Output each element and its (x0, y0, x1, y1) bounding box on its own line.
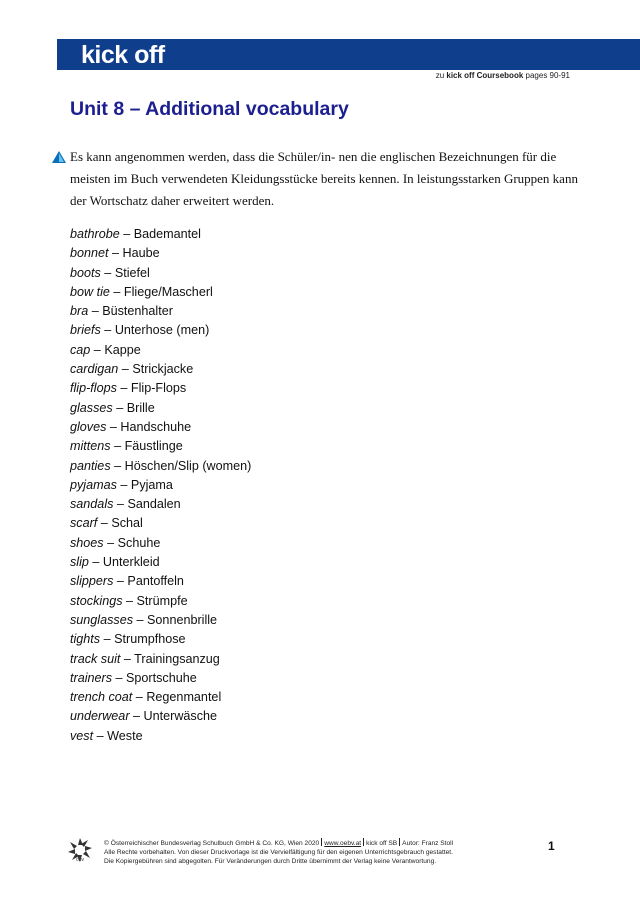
footer-copyright: © Österreichischer Bundesverlag Schulbuch GmbH & Co. KG, Wien 2020 (104, 840, 320, 847)
vocab-english: gloves (70, 419, 107, 434)
vocab-english: tights (70, 632, 101, 647)
vocab-item: cardigan – Strickjacke (70, 362, 194, 377)
vocab-german: Regenmantel (146, 690, 222, 705)
page-title: Unit 8 – Additional vocabulary (70, 98, 349, 120)
vocab-english: mittens (70, 439, 111, 454)
vocab-english: sunglasses (70, 612, 134, 627)
triangle-icon (52, 151, 66, 163)
vocab-english: slip (70, 555, 89, 570)
vocab-item: sunglasses – Sonnenbrille (70, 612, 218, 627)
vocab-german: Strickjacke (132, 362, 194, 377)
vocab-item: trench coat – Regenmantel (70, 690, 222, 705)
vocab-item: track suit – Trainingsanzug (70, 651, 220, 666)
footer-line-1 (104, 838, 524, 848)
separator (321, 838, 322, 846)
vocab-english: trainers (70, 670, 112, 685)
vocab-item: boots – Stiefel (70, 265, 150, 280)
vocab-german: Höschen/Slip (women) (124, 458, 252, 473)
vocab-german: Strümpfe (136, 593, 188, 608)
vocab-english: slippers (70, 574, 114, 589)
vocab-item: briefs – Unterhose (men) (70, 323, 210, 338)
intro-paragraph: Es kann angenommen werden, dass die Schüler/in- nen die englischen Bezeichnungen für die meisten im Buch verwendeten Kleidungsstücke bereits kennen. In leistungsstarken Gruppen kann der Wortschatz daher erweitert werden. (70, 149, 578, 208)
coursebook-reference (436, 71, 570, 80)
vocab-item: panties – Höschen/Slip (women) (70, 458, 252, 473)
vocab-item: shoes – Schuhe (70, 535, 161, 550)
vocab-english: briefs (70, 323, 101, 338)
vocab-english: shoes (70, 535, 104, 550)
vocab-item: flip-flops – Flip-Flops (70, 381, 187, 396)
vocab-english: cap (70, 342, 91, 357)
footer-line-2: Alle Rechte vorbehalten. Von dieser Druckvorlage ist die Vervielfältigung für den eigenen Unterrichtsgebrauch gestattet. (104, 849, 453, 856)
vocab-english: panties (70, 458, 111, 473)
vocab-english: stockings (70, 593, 123, 608)
vocab-english: flip-flops (70, 381, 117, 396)
kick-off-logo: kick off (81, 41, 165, 69)
vocab-german: Stiefel (114, 265, 150, 280)
separator (363, 838, 364, 846)
vocab-german: Bademantel (133, 227, 201, 241)
footer-line-3: Die Kopiergebühren sind abgegolten. Für Veränderungen durch Dritte übernimmt der Verlag keine Verantwortung. (104, 858, 437, 865)
vocab-english: glasses (70, 400, 113, 415)
vocab-item: gloves – Handschuhe (70, 419, 192, 434)
vocab-english: boots (70, 265, 101, 280)
vocab-item: trainers – Sportschuhe (70, 670, 197, 685)
svg-text:öbv: öbv (75, 857, 85, 862)
vocab-german: Strumpfhose (114, 632, 186, 647)
vocab-german: Schal (111, 516, 143, 531)
vocab-english: underwear (70, 709, 130, 724)
vocab-german: Flip-Flops (130, 381, 187, 396)
vocab-english: trench coat (70, 690, 133, 705)
vocab-german: Unterkleid (102, 555, 160, 570)
vocab-english: sandals (70, 497, 114, 512)
ref-book: kick off Coursebook (446, 71, 524, 80)
vocab-english: bathrobe (70, 227, 120, 241)
ref-pages: pages 90-91 (525, 71, 570, 80)
vocab-german: Fäustlinge (124, 439, 183, 454)
vocab-item: sandals – Sandalen (70, 497, 181, 512)
vocab-item: tights – Strumpfhose (70, 632, 186, 647)
vocab-german: Büstenhalter (102, 304, 173, 319)
footer-legal (104, 838, 524, 866)
vocabulary-list (70, 225, 251, 746)
oebv-logo-icon (68, 838, 92, 862)
footer-author: Autor: Franz Stoll (402, 840, 454, 847)
vocab-english: pyjamas (70, 477, 117, 492)
vocab-item: bra – Büstenhalter (70, 304, 173, 319)
vocab-german: Brille (126, 400, 155, 415)
vocab-german: Pantoffeln (127, 574, 184, 589)
vocab-german: Kappe (104, 342, 141, 357)
vocab-english: scarf (70, 516, 98, 531)
vocab-german: Pyjama (130, 477, 173, 492)
footer-product: kick off SB (366, 840, 398, 847)
vocab-english: cardigan (70, 362, 119, 377)
vocab-item: bathrobe – Bademantel (70, 227, 201, 241)
vocab-german: Unterwäsche (143, 709, 218, 724)
ref-prefix: zu (435, 71, 445, 80)
vocab-german: Trainingsanzug (134, 651, 220, 666)
vocab-german: Haube (122, 246, 160, 261)
vocab-item: pyjamas – Pyjama (70, 477, 173, 492)
vocab-english: vest (70, 728, 94, 743)
vocab-german: Sportschuhe (126, 670, 197, 685)
vocab-english: bra (70, 304, 89, 319)
vocab-item: mittens – Fäustlinge (70, 439, 183, 454)
vocab-english: track suit (70, 651, 121, 666)
vocab-german: Unterhose (men) (114, 323, 210, 338)
vocab-item: vest – Weste (70, 728, 143, 743)
vocab-german: Weste (107, 728, 143, 743)
vocab-item: bow tie – Fliege/Mascherl (70, 284, 213, 299)
separator (399, 838, 400, 846)
vocab-english: bow tie (70, 284, 110, 299)
vocab-german: Schuhe (117, 535, 161, 550)
vocab-english: bonnet (70, 246, 109, 261)
vocab-item: bonnet – Haube (70, 246, 160, 261)
vocab-german: Sonnenbrille (147, 612, 218, 627)
vocab-german: Sandalen (127, 497, 181, 512)
vocab-item: underwear – Unterwäsche (70, 709, 218, 724)
vocab-german: Handschuhe (120, 419, 192, 434)
page-number: 1 (548, 839, 555, 853)
vocab-item: glasses – Brille (70, 400, 155, 415)
vocab-item: slip – Unterkleid (70, 555, 160, 570)
footer-website-link[interactable]: www.oebv.at (324, 840, 362, 847)
vocab-item: cap – Kappe (70, 342, 141, 357)
vocab-item: scarf – Schal (70, 516, 143, 531)
vocab-item: slippers – Pantoffeln (70, 574, 184, 589)
vocab-item: stockings – Strümpfe (70, 593, 188, 608)
vocab-german: Fliege/Mascherl (123, 284, 213, 299)
